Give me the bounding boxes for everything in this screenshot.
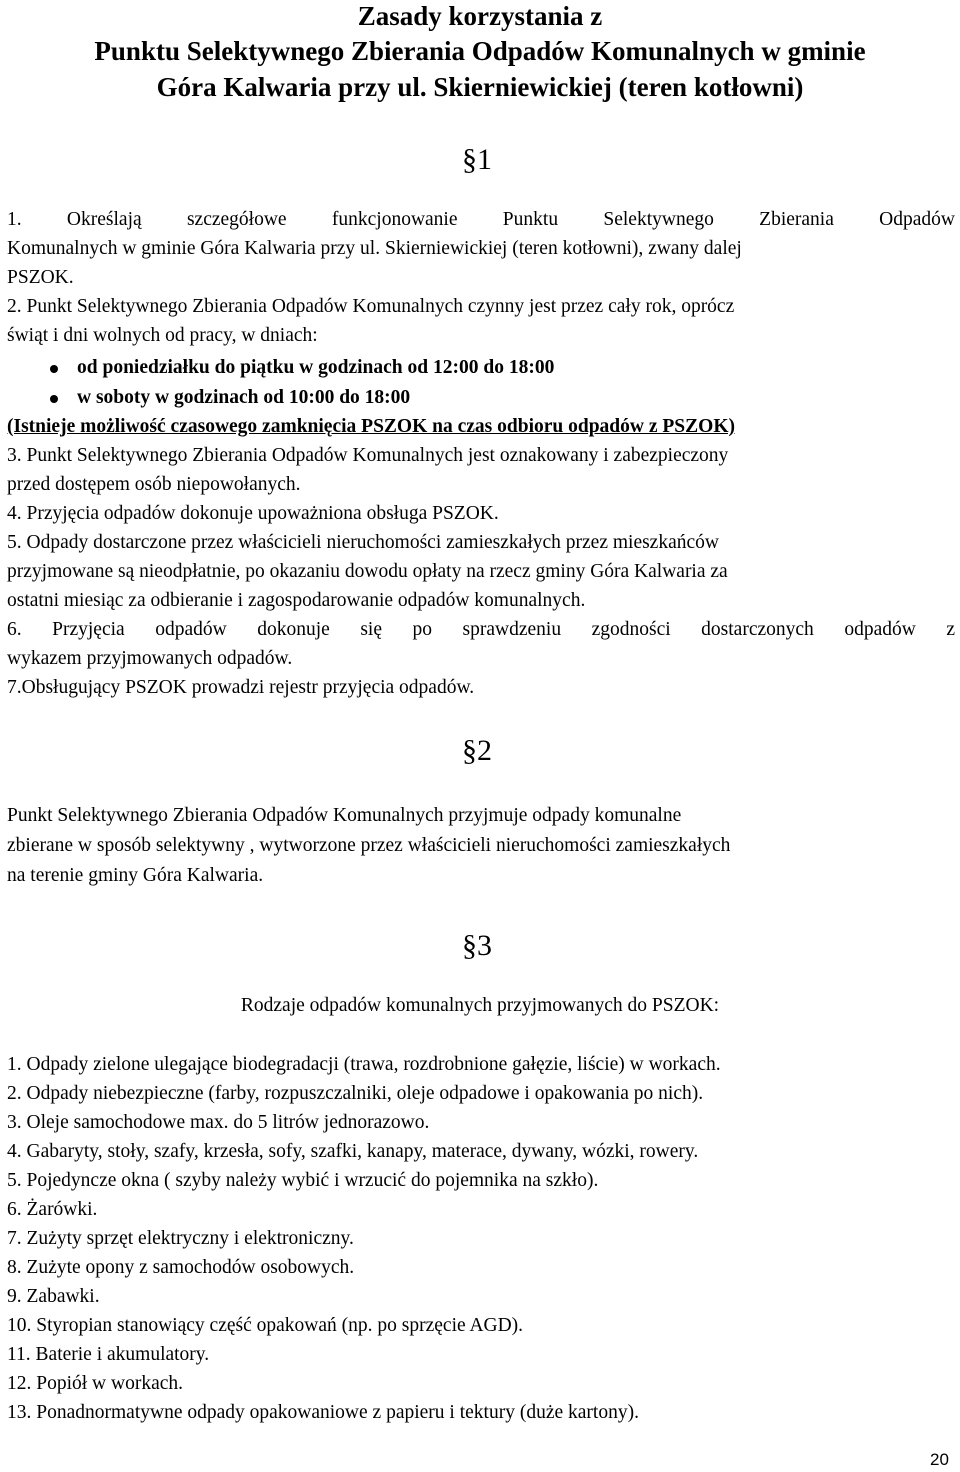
paragraph-5-line-1: 5. Odpady dostarczone przez właścicieli nieruchomości zamieszkałych przez mieszkańców — [7, 532, 719, 553]
title-line-2: Punktu Selektywnego Zbierania Odpadów Komunalnych w gminie — [94, 36, 866, 66]
section-1-heading: §1 — [462, 143, 492, 176]
section-3-heading: §3 — [462, 929, 492, 962]
list-item: 1. Odpady zielone ulegające biodegradacji (trawa, rozdrobnione gałęzie, liście) w workach. — [7, 1054, 721, 1075]
paragraph-6-line-2: wykazem przyjmowanych odpadów. — [7, 648, 293, 669]
list-item: 11. Baterie i akumulatory. — [7, 1344, 210, 1365]
section-2-line-3: na terenie gminy Góra Kalwaria. — [7, 865, 264, 886]
waste-types-heading: Rodzaje odpadów komunalnych przyjmowanych do PSZOK: — [240, 995, 720, 1016]
section-2-heading: §2 — [462, 734, 492, 767]
hours-weekdays: od poniedziałku do piątku w godzinach od 12:00 do 18:00 — [77, 357, 555, 378]
title-line-1: Zasady korzystania z — [357, 1, 603, 31]
list-item: 10. Styropian stanowiący część opakowań (np. po sprzęcie AGD). — [7, 1315, 524, 1336]
list-item: 2. Odpady niebezpieczne (farby, rozpuszczalniki, oleje odpadowe i opakowania po nich). — [7, 1083, 704, 1104]
list-item: 12. Popiół w workach. — [7, 1373, 184, 1394]
list-item: 6. Żarówki. — [7, 1199, 98, 1220]
hours-saturday: w soboty w godzinach od 10:00 do 18:00 — [77, 387, 411, 408]
list-item: 13. Ponadnormatywne odpady opakowaniowe z papieru i tektury (duże kartony). — [7, 1402, 639, 1423]
paragraph-1-line-2: Komunalnych w gminie Góra Kalwaria przy ul. Skierniewickiej (teren kotłowni), zwany dalej — [7, 238, 742, 259]
title-line-3: Góra Kalwaria przy ul. Skierniewickiej (teren kotłowni) — [156, 72, 804, 102]
list-item: 7. Zużyty sprzęt elektryczny i elektroniczny. — [7, 1228, 354, 1249]
list-item: 8. Zużyte opony z samochodów osobowych. — [7, 1257, 355, 1278]
paragraph-5-line-3: ostatni miesiąc za odbieranie i zagospodarowanie odpadów komunalnych. — [7, 590, 586, 611]
bullet-dot-2 — [50, 395, 58, 403]
paragraph-7: 7.Obsługujący PSZOK prowadzi rejestr przyjęcia odpadów. — [7, 677, 475, 698]
bullet-dot-1 — [50, 365, 58, 373]
paragraph-5-line-2: przyjmowane są nieodpłatnie, po okazaniu dowodu opłaty na rzecz gminy Góra Kalwaria za — [7, 561, 728, 582]
paragraph-4: 4. Przyjęcia odpadów dokonuje upoważniona obsługa PSZOK. — [7, 503, 499, 524]
list-item: 5. Pojedyncze okna ( szyby należy wybić i wrzucić do pojemnika na szkło). — [7, 1170, 599, 1191]
paragraph-1-line-1: 1. Określają szczegółowe funkcjonowanie Punktu Selektywnego Zbierania Odpadów — [7, 209, 955, 230]
list-item: 3. Oleje samochodowe max. do 5 litrów jednorazowo. — [7, 1112, 430, 1133]
paragraph-2-line-1: 2. Punkt Selektywnego Zbierania Odpadów Komunalnych czynny jest przez cały rok, oprócz — [7, 296, 735, 317]
paragraph-2-line-2: świąt i dni wolnych od pracy, w dniach: — [7, 325, 318, 346]
list-item: 4. Gabaryty, stoły, szafy, krzesła, sofy, szafki, kanapy, materace, dywany, wózki, rowery. — [7, 1141, 699, 1162]
paragraph-3-line-2: przed dostępem osób niepowołanych. — [7, 474, 301, 495]
closure-note: (Istnieje możliwość czasowego zamknięcia PSZOK na czas odbioru odpadów z PSZOK) — [7, 416, 735, 437]
paragraph-3-line-1: 3. Punkt Selektywnego Zbierania Odpadów Komunalnych jest oznakowany i zabezpieczony — [7, 445, 729, 466]
paragraph-1-line-3: PSZOK. — [7, 267, 74, 288]
page-number: 20 — [930, 1450, 949, 1469]
list-item: 9. Zabawki. — [7, 1286, 100, 1307]
section-2-line-1: Punkt Selektywnego Zbierania Odpadów Komunalnych przyjmuje odpady komunalne — [7, 805, 682, 826]
section-2-line-2: zbierane w sposób selektywny , wytworzone przez właścicieli nieruchomości zamieszkałych — [7, 835, 731, 856]
paragraph-6-line-1: 6. Przyjęcia odpadów dokonuje się po sprawdzeniu zgodności dostarczonych odpadów z — [7, 619, 955, 640]
